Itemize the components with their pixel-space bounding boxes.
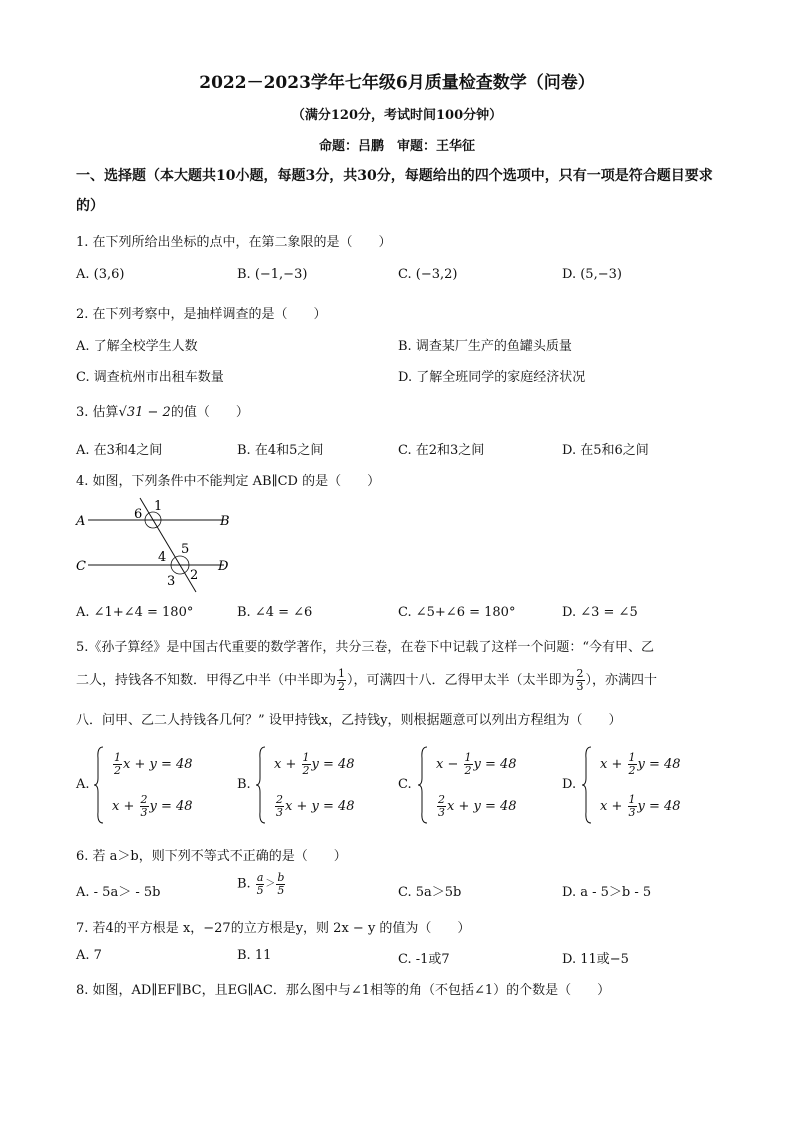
q6-frac-a5: $\frac{a}{5}$ bbox=[256, 871, 264, 897]
q5-a-eq1: $\frac{1}{2}$ x + y = 48 bbox=[114, 751, 193, 777]
q5-option-b-label: B. bbox=[237, 777, 251, 792]
q2-option-c: C. 调查杭州市出租车数量 bbox=[76, 370, 224, 385]
q5-d-eq1: x + $\frac{1}{2}$ y = 48 bbox=[600, 751, 681, 777]
angle-6-label: 6 bbox=[134, 507, 143, 522]
question-6-stem: 6. 若 a＞b，则下列不等式不正确的是（ ） bbox=[76, 849, 347, 864]
question-4-stem: 4. 如图，下列条件中不能判定 AB∥CD 的是（ ） bbox=[76, 474, 381, 489]
q4-option-b: B. ∠4 = ∠6 bbox=[237, 605, 313, 620]
brace-icon bbox=[582, 746, 592, 824]
fraction-two-thirds-num: 2 bbox=[576, 667, 584, 680]
q7-option-a: A. 7 bbox=[76, 948, 102, 963]
q5-option-c-label: C. bbox=[398, 777, 412, 792]
point-c-label: C bbox=[76, 559, 86, 574]
q4-option-d: D. ∠3 = ∠5 bbox=[562, 605, 638, 620]
q5-a-eq1-rhs: = 48 bbox=[160, 757, 193, 772]
q5-d-eq1-rhs: = 48 bbox=[648, 757, 681, 772]
q6-frac-b5: $\frac{b}{5}$ bbox=[277, 871, 285, 897]
q5-c-frac-twothirds: $\frac{2}{3}$ bbox=[438, 793, 445, 819]
q5-a-eq2: x + $\frac{2}{3}$ y = 48 bbox=[112, 793, 193, 819]
page-title: 2022－2023学年七年级6月质量检查数学（问卷） bbox=[199, 73, 595, 93]
q5-d-frac-half: $\frac{1}{2}$ bbox=[628, 751, 636, 777]
exam-authors: 命题：吕鹏 审题：王华征 bbox=[318, 139, 475, 154]
q5-d-eq2: x + $\frac{1}{3}$ y = 48 bbox=[600, 793, 681, 819]
brace-icon bbox=[94, 746, 104, 824]
q5-a-frac-half: $\frac{1}{2}$ bbox=[114, 751, 121, 777]
q5-c-frac-half: $\frac{1}{2}$ bbox=[464, 751, 472, 777]
q6-option-d: D. a - 5＞b - 5 bbox=[562, 885, 652, 900]
q1-option-c: C. (−3,2) bbox=[398, 267, 458, 282]
q1-option-d: D. (5,−3) bbox=[562, 267, 622, 282]
q5-c-eq1-rhs: = 48 bbox=[484, 757, 517, 772]
q5-option-a-label: A. bbox=[76, 777, 90, 792]
q3-option-b: B. 在4和5之间 bbox=[237, 443, 324, 458]
q5-b-eq1: x + $\frac{1}{2}$ y = 48 bbox=[274, 751, 355, 777]
q5-line2-middle: ），可满四十八．乙得甲太半（太半即为 bbox=[347, 673, 575, 688]
angle-4-label: 4 bbox=[158, 550, 167, 565]
point-d-label: D bbox=[218, 559, 229, 574]
q5-c-eq2: $\frac{2}{3}$ x + y = 48 bbox=[438, 793, 517, 819]
q5-option-d-system bbox=[582, 746, 712, 826]
angle-2-label: 2 bbox=[190, 568, 199, 583]
question-2-stem: 2. 在下列考察中，是抽样调查的是（ ） bbox=[76, 307, 327, 322]
angle-3-label: 3 bbox=[167, 574, 176, 589]
fraction-half bbox=[337, 668, 346, 693]
q7-option-b: B. 11 bbox=[237, 948, 272, 963]
q2-option-b: B. 调查某厂生产的鱼罐头质量 bbox=[398, 339, 572, 354]
q5-b-eq2: $\frac{2}{3}$ x + y = 48 bbox=[276, 793, 355, 819]
angle-5-label: 5 bbox=[181, 542, 190, 557]
q5-a-eq2-rhs: = 48 bbox=[160, 799, 193, 814]
q5-c-eq1: x − $\frac{1}{2}$ y = 48 bbox=[436, 751, 517, 777]
q5-line2-prefix: 二人，持钱各不知数．甲得乙中半（中半即为 bbox=[76, 673, 337, 688]
q5-a-frac-twothirds: $\frac{2}{3}$ bbox=[140, 793, 148, 819]
q5-b-frac-half: $\frac{1}{2}$ bbox=[302, 751, 310, 777]
q3-option-d: D. 在5和6之间 bbox=[562, 443, 649, 458]
q6-option-b bbox=[237, 872, 286, 897]
q5-option-c-system bbox=[418, 746, 548, 826]
q3-option-a: A. 在3和4之间 bbox=[76, 443, 163, 458]
point-a-label: A bbox=[76, 514, 86, 529]
q5-d-frac-third: $\frac{1}{3}$ bbox=[628, 793, 636, 819]
q5-line2-suffix: ），亦满四十 bbox=[585, 673, 658, 688]
fraction-half-den: 2 bbox=[338, 680, 346, 693]
q3-stem-prefix: 3. 估算 bbox=[76, 405, 119, 420]
q1-option-a: A. (3,6) bbox=[76, 267, 125, 282]
q4-option-c: C. ∠5+∠6 = 180° bbox=[398, 605, 516, 620]
q5-b-eq1-rhs: = 48 bbox=[322, 757, 355, 772]
q4-option-a: A. ∠1+∠4 = 180° bbox=[76, 605, 194, 620]
brace-icon bbox=[418, 746, 428, 824]
fraction-half-num: 1 bbox=[338, 667, 346, 680]
section-heading: 一、选择题（本大题共10小题，每题3分，共30分，每题给出的四个选项中，只有一项是符合题目要求的） bbox=[76, 168, 713, 214]
question-8-stem: 8. 如图，AD∥EF∥BC，且EG∥AC．那么图中与∠1相等的角（不包括∠1）的个数是（ ） bbox=[76, 983, 611, 998]
point-b-label: B bbox=[220, 514, 230, 529]
q5-d-eq2-rhs: = 48 bbox=[648, 799, 681, 814]
q6-option-a: A. - 5a＞ - 5b bbox=[76, 885, 161, 900]
q5-option-d-label: D. bbox=[562, 777, 577, 792]
q6-option-b-relation: ＞ bbox=[265, 878, 276, 890]
exam-info: （满分120分，考试时间100分钟） bbox=[291, 108, 503, 123]
q1-option-b: B. (−1,−3) bbox=[237, 267, 308, 282]
q6-option-b-label: B. bbox=[237, 876, 251, 892]
fraction-two-thirds bbox=[576, 668, 585, 693]
question-5-line-2 bbox=[76, 668, 657, 693]
q7-option-d: D. 11或−5 bbox=[562, 952, 629, 967]
brace-icon bbox=[256, 746, 266, 824]
q5-b-frac-twothirds: $\frac{2}{3}$ bbox=[276, 793, 283, 819]
q5-option-a-system bbox=[94, 746, 224, 826]
question-5-line-3: 八．问甲、乙二人持钱各几何？” 设甲持钱x，乙持钱y，则根据题意可以列出方程组为（ ） bbox=[76, 713, 622, 728]
angle-1-label: 1 bbox=[154, 499, 163, 514]
question-1-stem: 1. 在下列所给出坐标的点中，在第二象限的是（ ） bbox=[76, 235, 392, 250]
q5-c-eq2-rhs: = 48 bbox=[484, 799, 517, 814]
q2-option-d: D. 了解全班同学的家庭经济状况 bbox=[398, 370, 586, 385]
q2-option-a: A. 了解全校学生人数 bbox=[76, 339, 198, 354]
q6-option-c: C. 5a＞5b bbox=[398, 885, 462, 900]
q3-expression: √31 − 2 bbox=[118, 405, 171, 420]
q3-option-c: C. 在2和3之间 bbox=[398, 443, 485, 458]
question-5-line-1: 5.《孙子算经》是中国古代重要的数学著作，共分三卷，在卷下中记载了这样一个问题：“今有甲、乙 bbox=[76, 640, 655, 655]
fraction-two-thirds-den: 3 bbox=[576, 680, 584, 693]
question-3-stem bbox=[76, 401, 249, 420]
q3-stem-suffix: 的值（ ） bbox=[170, 405, 249, 420]
q5-option-b-system bbox=[256, 746, 386, 826]
q7-option-c: C. -1或7 bbox=[398, 952, 450, 967]
parallel-lines-figure bbox=[74, 495, 244, 595]
question-7-stem: 7. 若4的平方根是 x，−27的立方根是y，则 2x − y 的值为（ ） bbox=[76, 921, 471, 936]
q5-b-eq2-rhs: = 48 bbox=[322, 799, 355, 814]
